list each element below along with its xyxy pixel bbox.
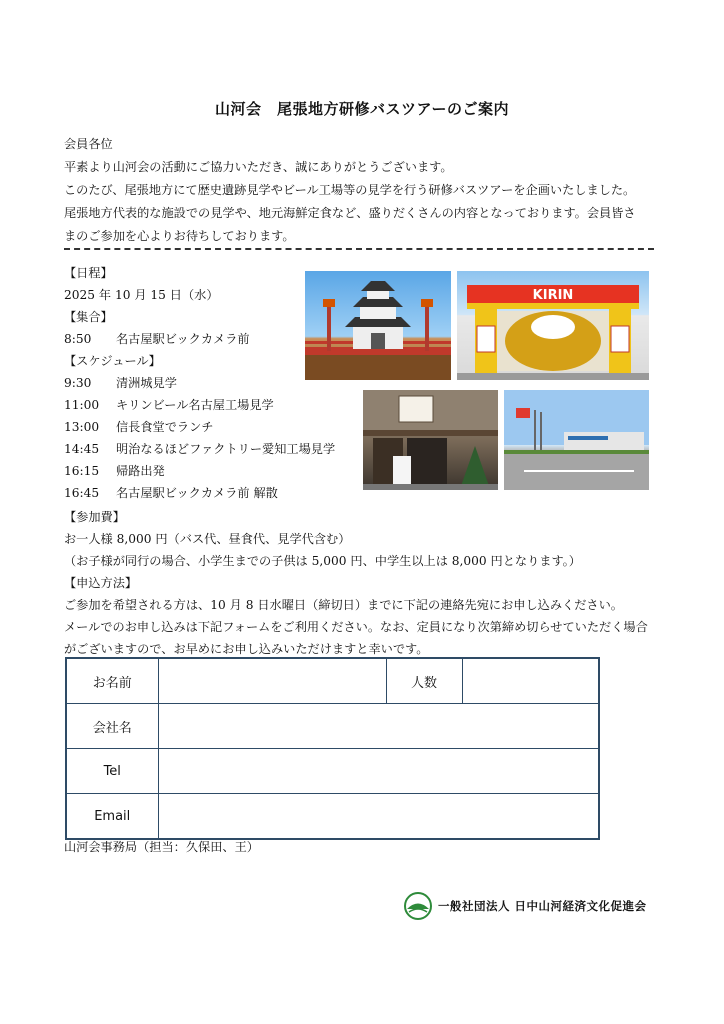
schedule-text: 帰路出発	[116, 464, 165, 478]
meeting-place: 名古屋駅ビックカメラ前	[116, 332, 250, 346]
restaurant-illustration	[363, 390, 498, 490]
schedule-text: キリンビール名古屋工場見学	[116, 398, 274, 412]
tel-label: Tel	[66, 749, 158, 794]
schedule-time: 11:00	[64, 398, 100, 412]
kirin-illustration	[457, 271, 649, 380]
contact-note: 山河会事務局（担当：久保田、王）	[64, 840, 259, 854]
intro-line: 尾張地方代表的な施設での見学や、地元海鮮定食など、盛りだくさんの内容となっております。会員皆さ	[64, 206, 636, 220]
meiji-factory-photo	[504, 390, 649, 490]
name-label: お名前	[66, 658, 158, 704]
company-field[interactable]	[158, 704, 599, 749]
apply-heading: 【申込方法】	[64, 576, 138, 590]
schedule-time: 16:45	[64, 486, 100, 500]
intro-line: まのご参加を心よりお待ちしております。	[64, 229, 295, 243]
apply-line: メールでのお申し込みは下記フォームをご利用ください。なお、定員になり次第締め切らせていただく場合	[64, 620, 648, 634]
intro-line: 平素より山河会の活動にご協力いただき、誠にありがとうございます。	[64, 160, 453, 174]
count-field[interactable]	[462, 658, 599, 704]
intro-line: このたび、尾張地方にて歴史遺跡見学やビール工場等の見学を行う研修バスツアーを企画いたしました。	[64, 183, 636, 197]
company-label: 会社名	[66, 704, 158, 749]
fee-note: （お子様が同行の場合、小学生までの子供は 5,000 円、中学生以上は 8,000 円となります。）	[64, 554, 581, 568]
date-heading: 【日程】	[64, 266, 113, 280]
kirin-sign-text: KIRIN	[532, 288, 574, 303]
schedule-heading: 【スケジュール】	[64, 354, 161, 368]
organization-name: 一般社団法人 日中山河経済文化促進会	[438, 899, 647, 913]
factory-illustration	[504, 390, 649, 490]
kiyosu-castle-photo	[305, 271, 451, 380]
email-field[interactable]	[158, 794, 599, 840]
schedule-item	[64, 438, 335, 460]
schedule-text: 名古屋駅ビックカメラ前 解散	[116, 486, 278, 500]
schedule-item	[64, 416, 335, 438]
apply-line: ご参加を希望される方は、10 月 8 日水曜日（締切日）までに下記の連絡先宛にお申し込みください。	[64, 598, 623, 612]
apply-line: がございますので、お早めにお申し込みいただけますと幸いです。	[64, 642, 429, 656]
nobunaga-restaurant-photo	[363, 390, 498, 490]
schedule-time: 16:15	[64, 464, 100, 478]
schedule-text: 清洲城見学	[116, 376, 177, 390]
organization-logo-icon	[404, 892, 432, 920]
schedule-item	[64, 460, 335, 482]
email-label: Email	[66, 794, 158, 840]
application-form	[65, 657, 600, 840]
kirin-brewery-photo	[457, 271, 649, 380]
schedule-item	[64, 394, 335, 416]
schedule-text: 明治なるほどファクトリー愛知工場見学	[116, 442, 336, 456]
schedule-time: 14:45	[64, 442, 100, 456]
fee-heading: 【参加費】	[64, 510, 125, 524]
tel-field[interactable]	[158, 749, 599, 794]
name-field[interactable]	[158, 658, 386, 704]
count-label: 人数	[386, 658, 462, 704]
fee-main: お一人様 8,000 円（バス代、昼食代、見学代含む）	[64, 532, 351, 546]
schedule-item	[64, 482, 335, 504]
castle-illustration	[305, 271, 451, 380]
organization-signature	[404, 890, 664, 922]
fee-apply-section	[64, 506, 664, 660]
meeting-heading: 【集合】	[64, 310, 113, 324]
schedule-item	[64, 372, 335, 394]
page-title: 山河会 尾張地方研修バスツアーのご案内	[214, 100, 510, 118]
meeting-row	[64, 328, 335, 350]
dashed-divider	[64, 248, 654, 250]
schedule-text: 信長食堂でランチ	[116, 420, 214, 434]
schedule-time: 13:00	[64, 420, 100, 434]
intro-text	[64, 133, 664, 248]
schedule-section	[64, 262, 335, 504]
meeting-time: 8:50	[64, 332, 92, 346]
intro-line: 会員各位	[64, 137, 113, 151]
schedule-time: 9:30	[64, 376, 92, 390]
date-value: 2025 年 10 月 15 日（水）	[64, 288, 219, 302]
